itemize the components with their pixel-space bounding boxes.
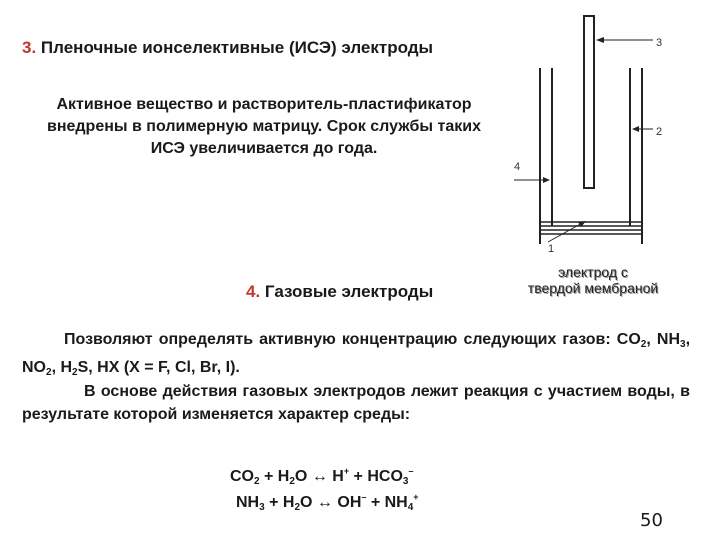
diagram-label-2: 2 [656, 126, 663, 138]
diagram-label-3: 3 [656, 37, 663, 49]
central-electrode-rod [584, 16, 594, 188]
gases-paragraph: Позволяют определять активную концентрацию следующих газов: $CO_2$, $NH_3$, $NO_2$, $H_2S$, HX (X = F, Cl, Br, I). [22, 331, 691, 378]
reaction-paragraph: В основе действия газовых электродов лежит реакция с участием воды, в результате которой изменяется характер среды: [22, 383, 690, 423]
equation-co2: $CO_2 + H_2O$ ↔ $H^+ + HCO_3^-$ [230, 466, 414, 487]
figure-caption-line-1: электрод с [558, 264, 628, 280]
leader-line-1 [548, 222, 584, 242]
electrode-diagram [508, 8, 708, 260]
section-3-description: Активное вещество и растворитель-пластификатор внедрены в полимерную матрицу. Срок службы таких ИСЭ увеличивается до года. [47, 96, 481, 157]
diagram-label-1: 1 [548, 243, 555, 255]
equation-nh3: $NH_3 + H_2O$ ↔ $OH^- + NH_4^+$ [236, 492, 419, 513]
figure-caption-line-2: твердой мембраной [527, 280, 659, 296]
page-number: 50 [640, 510, 663, 531]
section-3-number: 3. [22, 38, 37, 57]
diagram-label-4: 4 [514, 161, 521, 173]
section-4-heading: Газовые электроды [264, 282, 434, 301]
section-3-heading: Пленочные ионселективные (ИСЭ) электроды [40, 38, 434, 57]
gases-intro: Позволяют определять активную концентрацию следующих газов: [64, 331, 617, 348]
section-4-title [246, 282, 433, 302]
section-4-number: 4. [246, 282, 261, 301]
figure-caption [508, 264, 678, 296]
section-3-title [22, 38, 433, 58]
